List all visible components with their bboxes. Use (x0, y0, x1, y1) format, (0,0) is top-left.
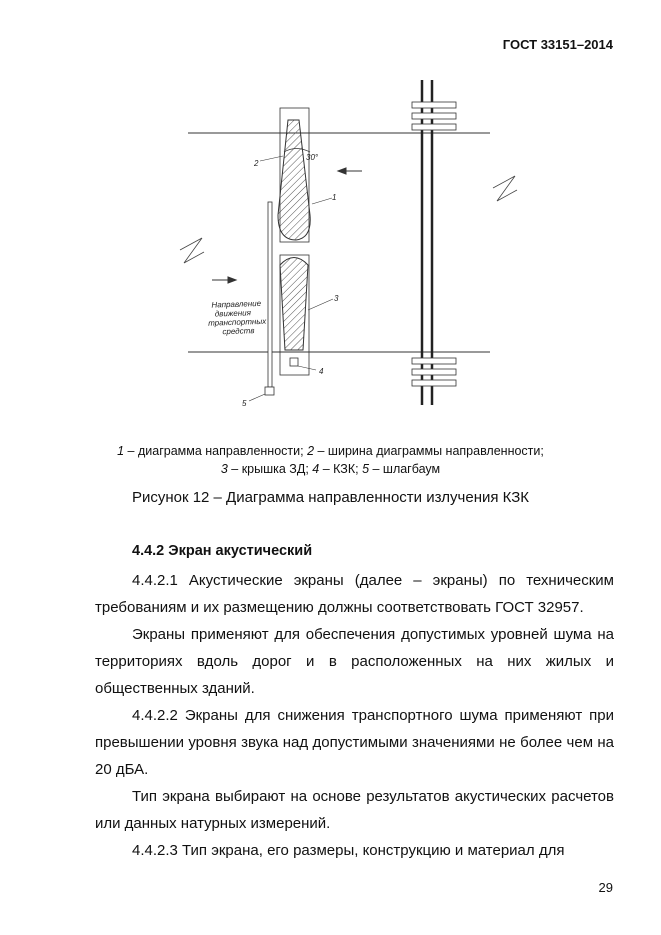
paragraph-4-4-2-3: 4.4.2.3 Тип экрана, его размеры, конструкцию и материал для (132, 842, 565, 859)
label-angle: 30° (306, 153, 319, 162)
section-heading: 4.4.2 Экран акустический (132, 543, 313, 559)
legend-num-2: 2 (307, 444, 315, 458)
legend-text-4: – КЗК; (319, 462, 363, 476)
sleepers-bottom (412, 358, 456, 386)
label-3: 3 (334, 294, 339, 303)
leader-4 (298, 366, 316, 370)
direction-label (207, 299, 267, 337)
leader-1 (312, 198, 332, 204)
legend-num-3: 3 (220, 462, 228, 476)
barrier-base (265, 387, 274, 395)
legend-text-3: – крышка ЗД; (227, 462, 313, 476)
legend-text-5: – шлагбаум (369, 462, 441, 476)
svg-text:средств: средств (222, 326, 255, 337)
legend-num-1: 1 (117, 444, 125, 458)
directivity-diagram (150, 80, 530, 420)
legend-text-1: – диаграмма направленности; (124, 444, 308, 458)
svg-text:движения: движения (214, 308, 252, 319)
figure-caption: Рисунок 12 – Диаграмма направленности излучения КЗК (131, 489, 530, 506)
legend-num-4: 4 (312, 462, 320, 476)
paragraph-4-4-2-1: 4.4.2.1 Акустические экраны (далее – экраны) по техническим требованиям и их размещению должны соответствовать ГОСТ 32957. (95, 572, 614, 616)
directivity-diagram-figure (150, 80, 530, 420)
directivity-pattern-upper (278, 120, 310, 240)
figure-legend-line-2 (60, 460, 601, 478)
break-mark-right (493, 176, 517, 201)
legend-text-2: – ширина диаграммы направленности; (314, 444, 544, 458)
break-mark-left (180, 238, 204, 263)
kzk-device (290, 358, 298, 366)
figure-legend-line-1 (60, 442, 601, 460)
page-number: 29 (598, 880, 613, 895)
document-header: ГОСТ 33151–2014 (502, 37, 613, 52)
svg-text:транспортных: транспортных (207, 316, 267, 328)
legend-num-5: 5 (362, 462, 370, 476)
paragraph-screens-purpose: Экраны применяют для обеспечения допустимых уровней шума на территориях вдоль дорог и в расположенных на них жилых и общественных зданий. (95, 626, 614, 697)
svg-text:Направление: Направление (211, 298, 262, 310)
leader-3 (308, 299, 333, 310)
paragraph-screen-type: Тип экрана выбирают на основе результатов акустических расчетов или данных натурных измерений. (95, 788, 614, 832)
label-1: 1 (332, 193, 337, 202)
label-4: 4 (319, 367, 324, 376)
leader-5 (249, 394, 265, 401)
label-5: 5 (242, 399, 247, 408)
sleepers-top (412, 102, 456, 130)
arrow-lower-right (212, 277, 236, 283)
label-2: 2 (254, 159, 259, 168)
directivity-pattern-lower (280, 258, 308, 351)
barrier-arm (268, 202, 272, 387)
paragraph-4-4-2-2: 4.4.2.2 Экраны для снижения транспортного шума применяют при превышении уровня звука над допустимыми значениями не более чем на 20 дБА. (95, 707, 614, 778)
arrow-upper-left (338, 168, 362, 174)
leader-2 (260, 156, 283, 161)
